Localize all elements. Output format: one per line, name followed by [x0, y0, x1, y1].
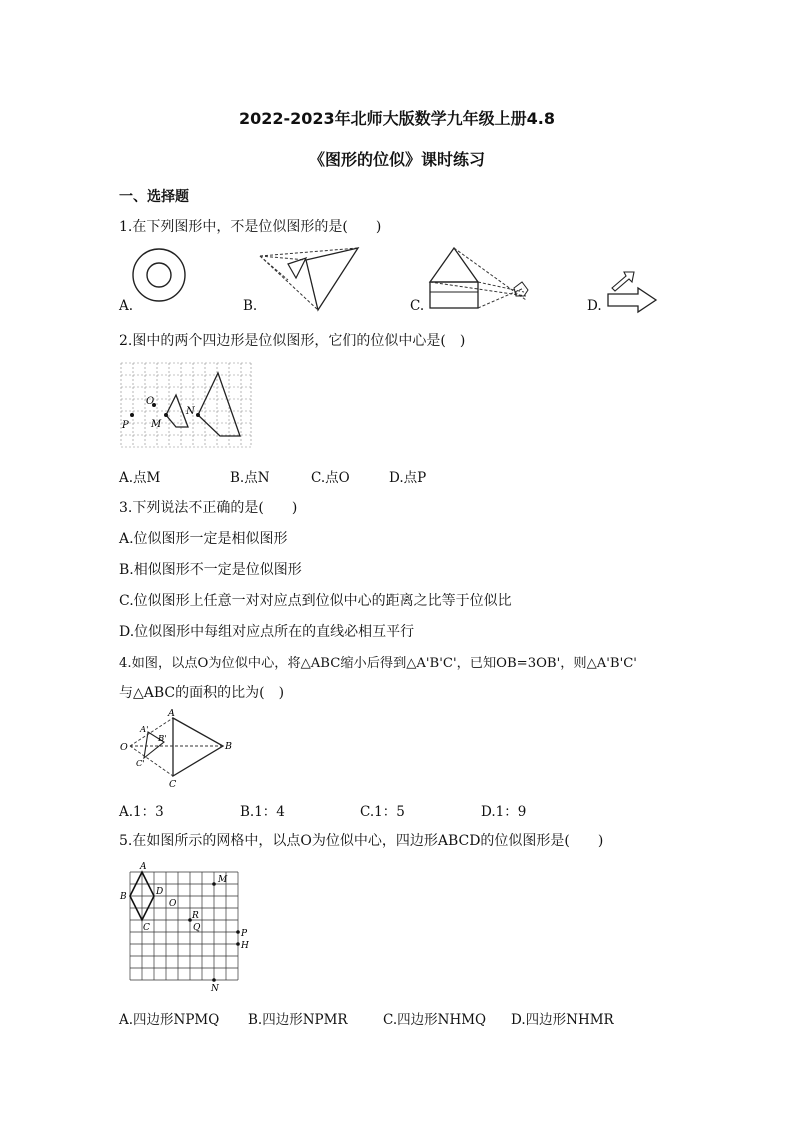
- q2-label-o: O: [146, 396, 155, 407]
- q2-option-a: A.点M: [119, 470, 161, 486]
- q5-option-c: C.四边形NHMQ: [383, 1012, 487, 1028]
- q1-stem: 1.在下列图形中，不是位似图形的是( ): [119, 219, 382, 235]
- q2-label-m: M: [151, 419, 162, 430]
- q5-stem: 5.在如图所示的网格中，以点O为位似中心，四边形ABCD的位似图形是( ): [119, 833, 604, 849]
- q1-figure-d-arrows: [604, 268, 660, 314]
- q1-option-d: D.: [587, 298, 602, 314]
- q2-stem: 2.图中的两个四边形是位似图形，它们的位似中心是( ): [119, 333, 466, 349]
- title-line-2: 《图形的位似》课时练习: [308, 150, 485, 169]
- q2-label-p: P: [122, 420, 129, 431]
- q4-option-a: A.1：3: [119, 804, 164, 820]
- q4-label-a-prime: A': [140, 725, 149, 735]
- q4-label-c: C: [169, 779, 177, 790]
- q2-grid-figure: [118, 360, 254, 450]
- section-heading: 一、选择题: [119, 189, 189, 205]
- q4-label-b-prime: B': [158, 734, 167, 744]
- q1-option-c: C.: [410, 298, 425, 314]
- q5-option-a: A.四边形NPMQ: [119, 1012, 220, 1028]
- q4-option-c: C.1：5: [360, 804, 405, 820]
- q5-label-r: R: [192, 911, 199, 921]
- q5-label-m: M: [218, 875, 228, 885]
- q3-option-a: A.位似图形一定是相似图形: [119, 531, 288, 547]
- q3-option-c: C.位似图形上任意一对对应点到位似中心的距离之比等于位似比: [119, 593, 512, 609]
- q5-label-p: P: [241, 929, 248, 939]
- q5-label-c: C: [143, 923, 150, 933]
- q5-label-b: B: [120, 892, 127, 902]
- q5-grid-figure: [118, 860, 258, 994]
- q2-label-n: N: [186, 406, 195, 417]
- q4-label-c-prime: C': [136, 759, 145, 769]
- q3-option-d: D.位似图形中每组对应点所在的直线必相互平行: [119, 624, 415, 640]
- q5-label-d: D: [156, 887, 164, 897]
- q3-option-b: B.相似图形不一定是位似图形: [119, 562, 302, 578]
- q1-figure-c-house: [424, 244, 534, 314]
- q5-option-d: D.四边形NHMR: [511, 1012, 614, 1028]
- q5-label-a: A: [140, 862, 147, 872]
- q4-label-a: A: [168, 708, 175, 719]
- q5-option-b: B.四边形NPMR: [248, 1012, 348, 1028]
- q4-stem-line-1: 4.如图，以点O为位似中心，将△ABC缩小后得到△A'B'C'，已知OB=3OB'，则△A'B'C': [119, 656, 637, 671]
- title-line-1: 2022-2023年北师大版数学九年级上册4.8: [238, 109, 556, 128]
- q5-label-q: Q: [193, 923, 201, 933]
- q4-option-b: B.1：4: [240, 804, 285, 820]
- q1-option-b: B.: [243, 298, 258, 314]
- q3-stem: 3.下列说法不正确的是( ): [119, 500, 298, 516]
- q1-option-a: A.: [119, 298, 134, 314]
- q1-figure-a-rings: [130, 246, 188, 304]
- q4-triangle-figure: [118, 708, 236, 790]
- q5-label-o: O: [169, 899, 177, 909]
- q5-label-h: H: [241, 941, 249, 951]
- q2-option-b: B.点N: [230, 470, 270, 486]
- q1-figure-b-triangles: [258, 246, 364, 316]
- q2-option-d: D.点P: [389, 470, 427, 486]
- q2-option-c: C.点O: [311, 470, 350, 486]
- q4-label-o: O: [120, 742, 128, 753]
- q4-label-b: B: [225, 741, 232, 752]
- q5-label-n: N: [211, 984, 219, 994]
- q4-option-d: D.1：9: [481, 804, 527, 820]
- q4-stem-line-2: 与△ABC的面积的比为( ): [119, 685, 285, 701]
